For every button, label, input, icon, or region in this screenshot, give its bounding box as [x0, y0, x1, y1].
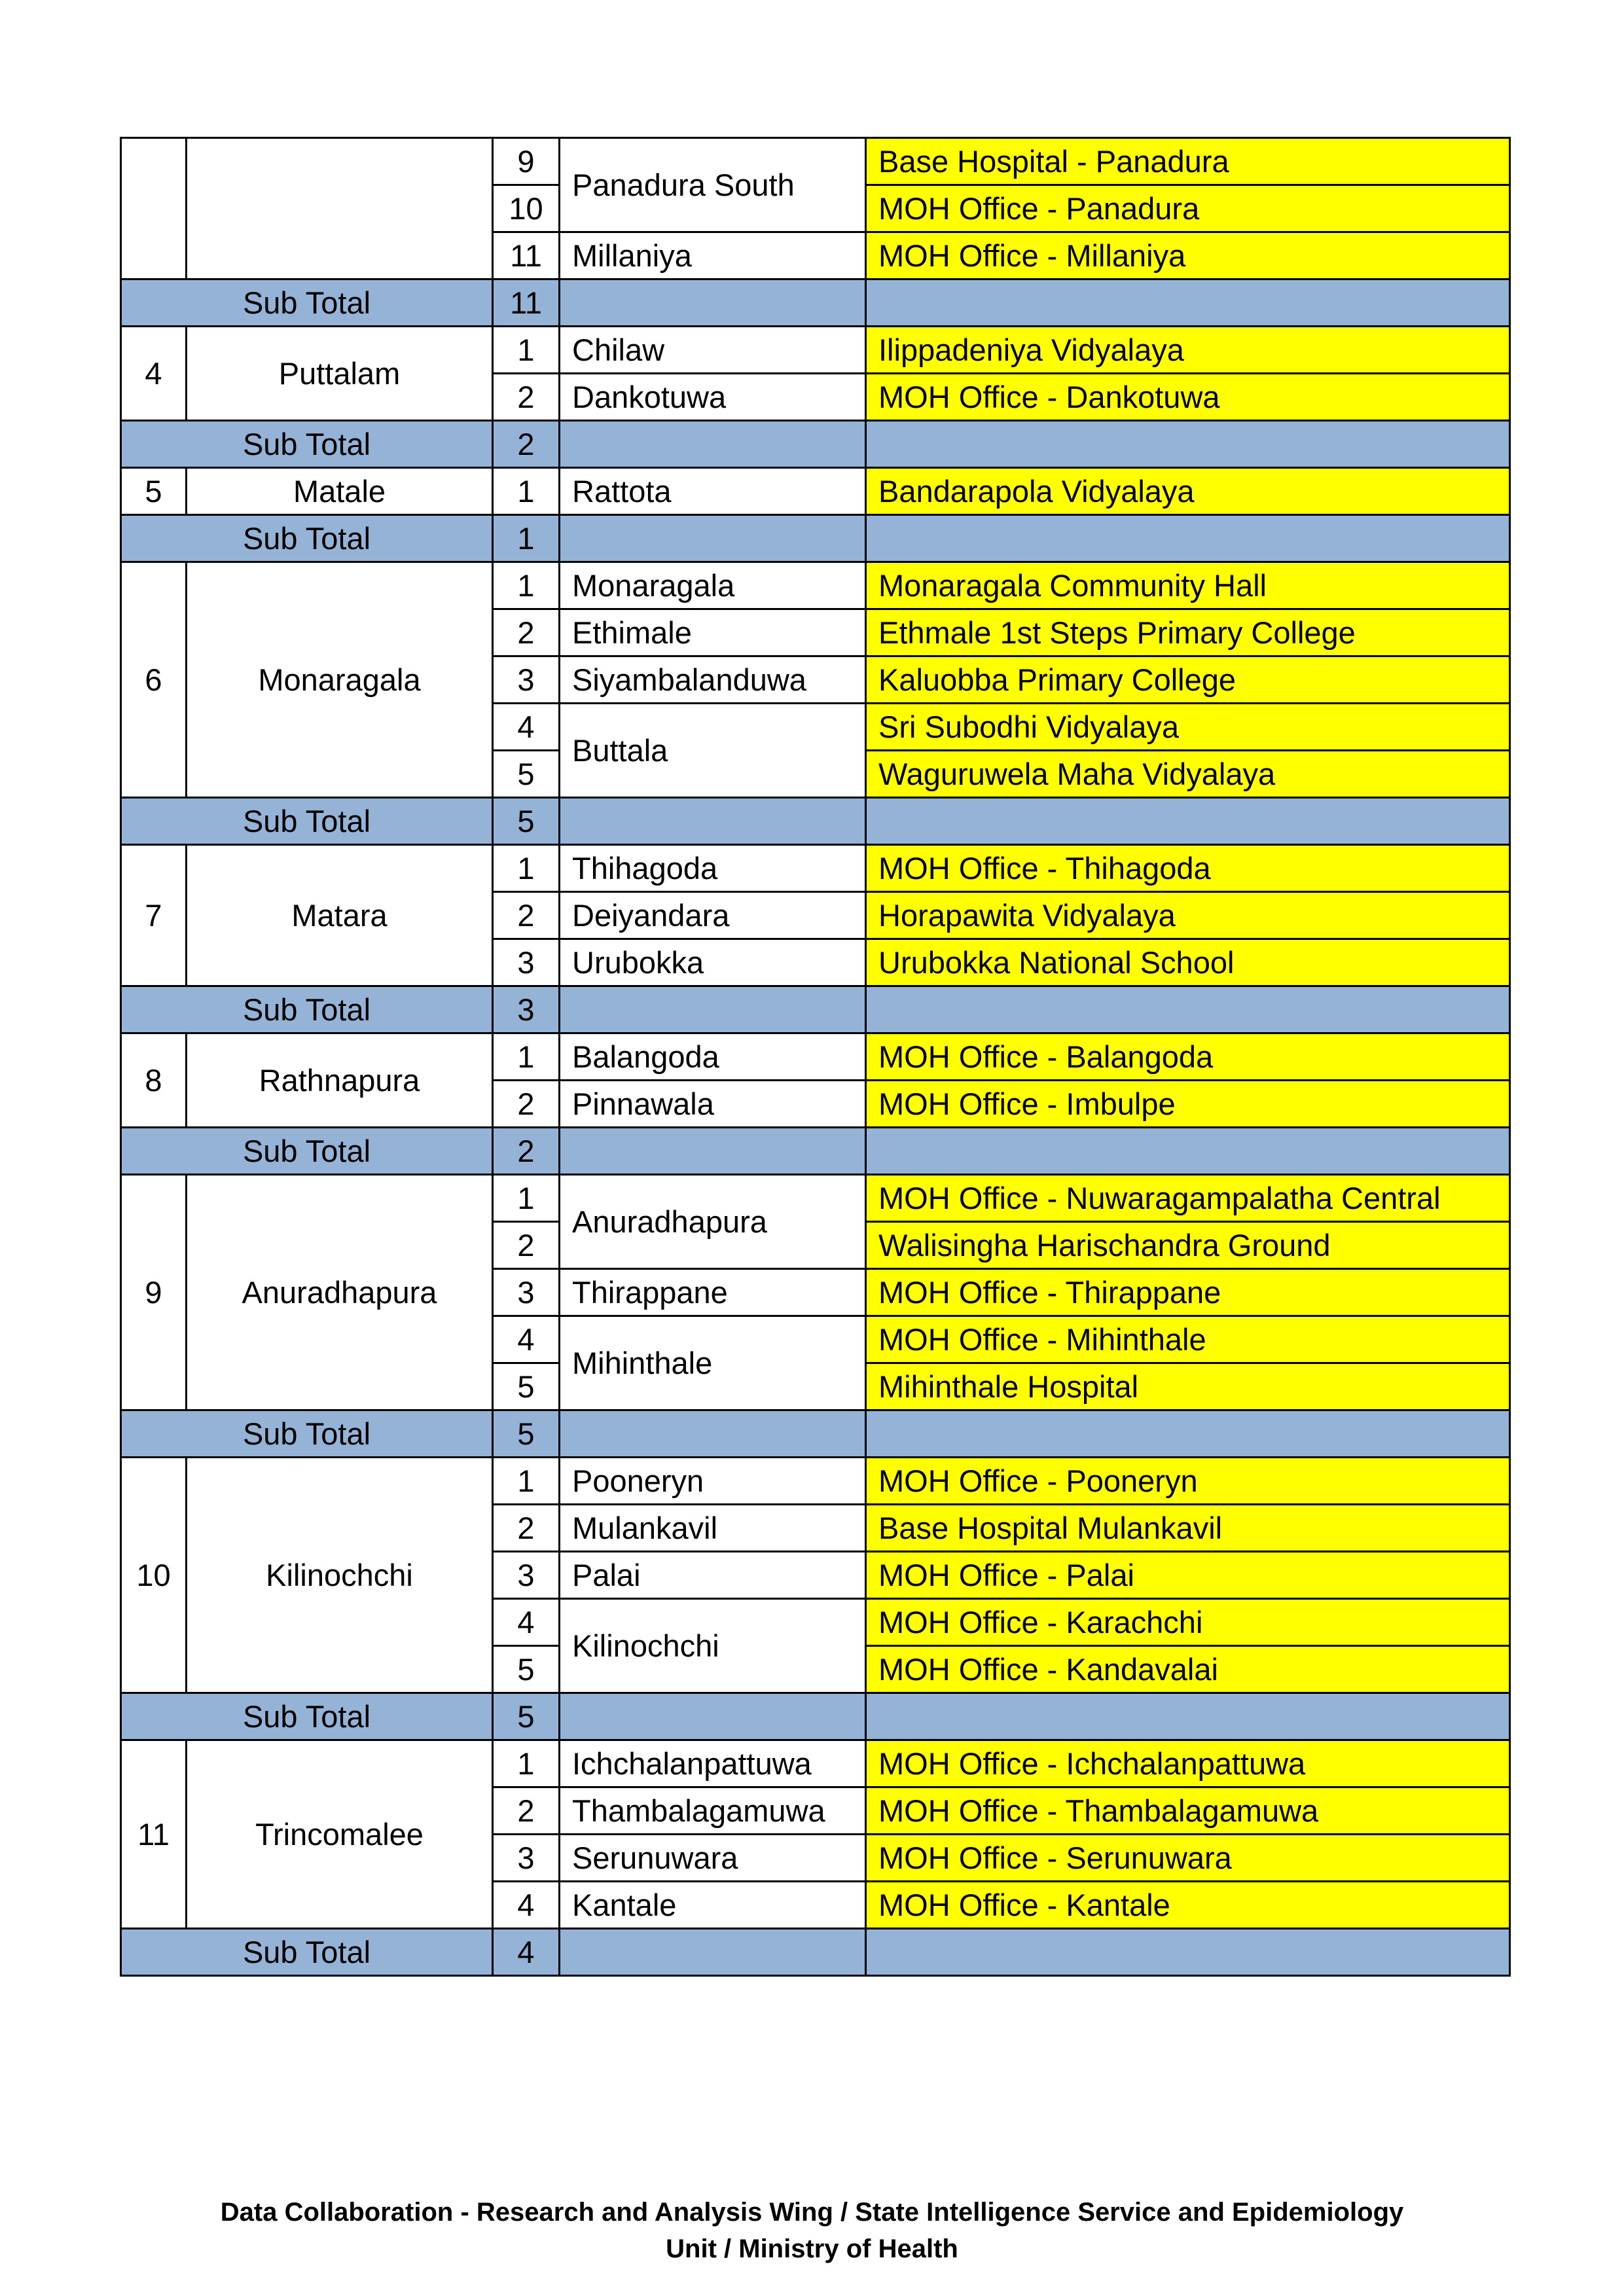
subtotal-empty-cell [560, 279, 866, 327]
center-cell: MOH Office - Ichchalanpattuwa [866, 1740, 1510, 1787]
subtotal-value: 11 [493, 279, 560, 327]
district-number-cell: 10 [121, 1458, 187, 1693]
subtotal-empty-cell [866, 798, 1510, 845]
subtotal-row [121, 1128, 1510, 1175]
area-cell: Chilaw [560, 327, 866, 374]
district-name-cell: Matara [187, 845, 493, 986]
district-number-cell [121, 138, 187, 279]
center-cell: Mihinthale Hospital [866, 1363, 1510, 1410]
subtotal-row [121, 515, 1510, 562]
district-number-cell: 9 [121, 1175, 187, 1410]
index-cell: 9 [493, 138, 560, 185]
subtotal-row [121, 1929, 1510, 1976]
index-cell: 5 [493, 1363, 560, 1410]
center-cell: Ilippadeniya Vidyalaya [866, 327, 1510, 374]
area-cell: Dankotuwa [560, 374, 866, 421]
center-cell: Urubokka National School [866, 939, 1510, 986]
center-cell: Base Hospital Mulankavil [866, 1505, 1510, 1552]
center-cell: MOH Office - Thihagoda [866, 845, 1510, 892]
index-cell: 10 [493, 185, 560, 232]
subtotal-empty-cell [866, 1929, 1510, 1976]
subtotal-empty-cell [866, 1693, 1510, 1740]
area-cell: Palai [560, 1552, 866, 1599]
subtotal-value: 1 [493, 515, 560, 562]
area-cell: Panadura South [560, 138, 866, 232]
subtotal-empty-cell [866, 1410, 1510, 1458]
table-row [121, 1740, 1510, 1787]
subtotal-value: 3 [493, 986, 560, 1033]
area-cell: Anuradhapura [560, 1175, 866, 1269]
index-cell: 4 [493, 1316, 560, 1363]
index-cell: 3 [493, 939, 560, 986]
subtotal-label: Sub Total [121, 1128, 493, 1175]
footer-line-1: Data Collaboration - Research and Analysis Wing / State Intelligence Service and Epidemiology [220, 2198, 1404, 2227]
area-cell: Thirappane [560, 1269, 866, 1316]
subtotal-value: 5 [493, 1410, 560, 1458]
subtotal-row [121, 421, 1510, 468]
district-number-cell: 5 [121, 468, 187, 515]
area-cell: Thambalagamuwa [560, 1787, 866, 1835]
subtotal-label: Sub Total [121, 1693, 493, 1740]
subtotal-empty-cell [560, 1410, 866, 1458]
index-cell: 1 [493, 1033, 560, 1081]
index-cell: 1 [493, 1740, 560, 1787]
index-cell: 4 [493, 1882, 560, 1929]
district-number-cell: 11 [121, 1740, 187, 1929]
table-row [121, 1458, 1510, 1505]
table-row [121, 468, 1510, 515]
district-number-cell: 6 [121, 562, 187, 798]
area-cell: Ethimale [560, 609, 866, 656]
area-cell: Balangoda [560, 1033, 866, 1081]
district-name-cell: Puttalam [187, 327, 493, 421]
subtotal-empty-cell [560, 798, 866, 845]
center-cell: Waguruwela Maha Vidyalaya [866, 751, 1510, 798]
subtotal-label: Sub Total [121, 421, 493, 468]
center-cell: Base Hospital - Panadura [866, 138, 1510, 185]
subtotal-value: 5 [493, 798, 560, 845]
index-cell: 2 [493, 1505, 560, 1552]
center-cell: Sri Subodhi Vidyalaya [866, 704, 1510, 751]
table-row [121, 327, 1510, 374]
subtotal-row [121, 1410, 1510, 1458]
index-cell: 4 [493, 1599, 560, 1646]
area-cell: Urubokka [560, 939, 866, 986]
center-cell: MOH Office - Nuwaragampalatha Central [866, 1175, 1510, 1222]
subtotal-label: Sub Total [121, 515, 493, 562]
center-cell: MOH Office - Balangoda [866, 1033, 1510, 1081]
index-cell: 2 [493, 374, 560, 421]
area-cell: Ichchalanpattuwa [560, 1740, 866, 1787]
table-row [121, 1175, 1510, 1222]
district-name-cell: Kilinochchi [187, 1458, 493, 1693]
footer-line-2: Unit / Ministry of Health [666, 2234, 958, 2263]
index-cell: 2 [493, 1787, 560, 1835]
table-row [121, 562, 1510, 609]
area-cell: Rattota [560, 468, 866, 515]
vaccination-centers-table [120, 137, 1511, 1977]
area-cell: Kantale [560, 1882, 866, 1929]
center-cell: Ethmale 1st Steps Primary College [866, 609, 1510, 656]
area-cell: Mulankavil [560, 1505, 866, 1552]
table-row [121, 1033, 1510, 1081]
index-cell: 2 [493, 609, 560, 656]
area-cell: Buttala [560, 704, 866, 798]
subtotal-value: 5 [493, 1693, 560, 1740]
subtotal-empty-cell [560, 515, 866, 562]
area-cell: Siyambalanduwa [560, 656, 866, 704]
subtotal-row [121, 279, 1510, 327]
center-cell: MOH Office - Mihinthale [866, 1316, 1510, 1363]
subtotal-label: Sub Total [121, 1929, 493, 1976]
area-cell: Serunuwara [560, 1835, 866, 1882]
center-cell: MOH Office - Serunuwara [866, 1835, 1510, 1882]
subtotal-label: Sub Total [121, 279, 493, 327]
index-cell: 1 [493, 562, 560, 609]
table-row [121, 845, 1510, 892]
index-cell: 1 [493, 1175, 560, 1222]
center-cell: Walisingha Harischandra Ground [866, 1222, 1510, 1269]
index-cell: 2 [493, 1222, 560, 1269]
subtotal-empty-cell [866, 515, 1510, 562]
subtotal-empty-cell [866, 986, 1510, 1033]
district-number-cell: 7 [121, 845, 187, 986]
center-cell: MOH Office - Palai [866, 1552, 1510, 1599]
table-body [121, 138, 1510, 1976]
subtotal-empty-cell [560, 1693, 866, 1740]
index-cell: 1 [493, 468, 560, 515]
subtotal-value: 4 [493, 1929, 560, 1976]
page-footer [0, 2194, 1624, 2267]
district-name-cell [187, 138, 493, 279]
district-number-cell: 4 [121, 327, 187, 421]
center-cell: Bandarapola Vidyalaya [866, 468, 1510, 515]
area-cell: Millaniya [560, 232, 866, 279]
index-cell: 5 [493, 751, 560, 798]
area-cell: Monaragala [560, 562, 866, 609]
subtotal-label: Sub Total [121, 1410, 493, 1458]
center-cell: Monaragala Community Hall [866, 562, 1510, 609]
area-cell: Thihagoda [560, 845, 866, 892]
subtotal-row [121, 798, 1510, 845]
index-cell: 5 [493, 1646, 560, 1693]
center-cell: MOH Office - Millaniya [866, 232, 1510, 279]
district-name-cell: Rathnapura [187, 1033, 493, 1128]
index-cell: 4 [493, 704, 560, 751]
index-cell: 3 [493, 1552, 560, 1599]
table-row [121, 138, 1510, 185]
subtotal-empty-cell [560, 986, 866, 1033]
index-cell: 3 [493, 656, 560, 704]
center-cell: Horapawita Vidyalaya [866, 892, 1510, 939]
area-cell: Pooneryn [560, 1458, 866, 1505]
center-cell: MOH Office - Thirappane [866, 1269, 1510, 1316]
subtotal-label: Sub Total [121, 798, 493, 845]
subtotal-row [121, 986, 1510, 1033]
center-cell: MOH Office - Panadura [866, 185, 1510, 232]
district-name-cell: Monaragala [187, 562, 493, 798]
district-name-cell: Trincomalee [187, 1740, 493, 1929]
subtotal-value: 2 [493, 421, 560, 468]
index-cell: 3 [493, 1269, 560, 1316]
subtotal-empty-cell [866, 279, 1510, 327]
index-cell: 1 [493, 845, 560, 892]
district-name-cell: Anuradhapura [187, 1175, 493, 1410]
center-cell: MOH Office - Kandavalai [866, 1646, 1510, 1693]
index-cell: 2 [493, 1081, 560, 1128]
area-cell: Mihinthale [560, 1316, 866, 1410]
subtotal-empty-cell [866, 421, 1510, 468]
center-cell: MOH Office - Karachchi [866, 1599, 1510, 1646]
index-cell: 3 [493, 1835, 560, 1882]
district-number-cell: 8 [121, 1033, 187, 1128]
subtotal-row [121, 1693, 1510, 1740]
area-cell: Deiyandara [560, 892, 866, 939]
subtotal-empty-cell [560, 421, 866, 468]
area-cell: Kilinochchi [560, 1599, 866, 1693]
center-cell: MOH Office - Dankotuwa [866, 374, 1510, 421]
index-cell: 2 [493, 892, 560, 939]
subtotal-label: Sub Total [121, 986, 493, 1033]
index-cell: 1 [493, 327, 560, 374]
index-cell: 1 [493, 1458, 560, 1505]
district-name-cell: Matale [187, 468, 493, 515]
center-cell: MOH Office - Imbulpe [866, 1081, 1510, 1128]
area-cell: Pinnawala [560, 1081, 866, 1128]
center-cell: MOH Office - Pooneryn [866, 1458, 1510, 1505]
subtotal-empty-cell [560, 1929, 866, 1976]
subtotal-value: 2 [493, 1128, 560, 1175]
center-cell: Kaluobba Primary College [866, 656, 1510, 704]
center-cell: MOH Office - Thambalagamuwa [866, 1787, 1510, 1835]
subtotal-empty-cell [560, 1128, 866, 1175]
index-cell: 11 [493, 232, 560, 279]
subtotal-empty-cell [866, 1128, 1510, 1175]
center-cell: MOH Office - Kantale [866, 1882, 1510, 1929]
